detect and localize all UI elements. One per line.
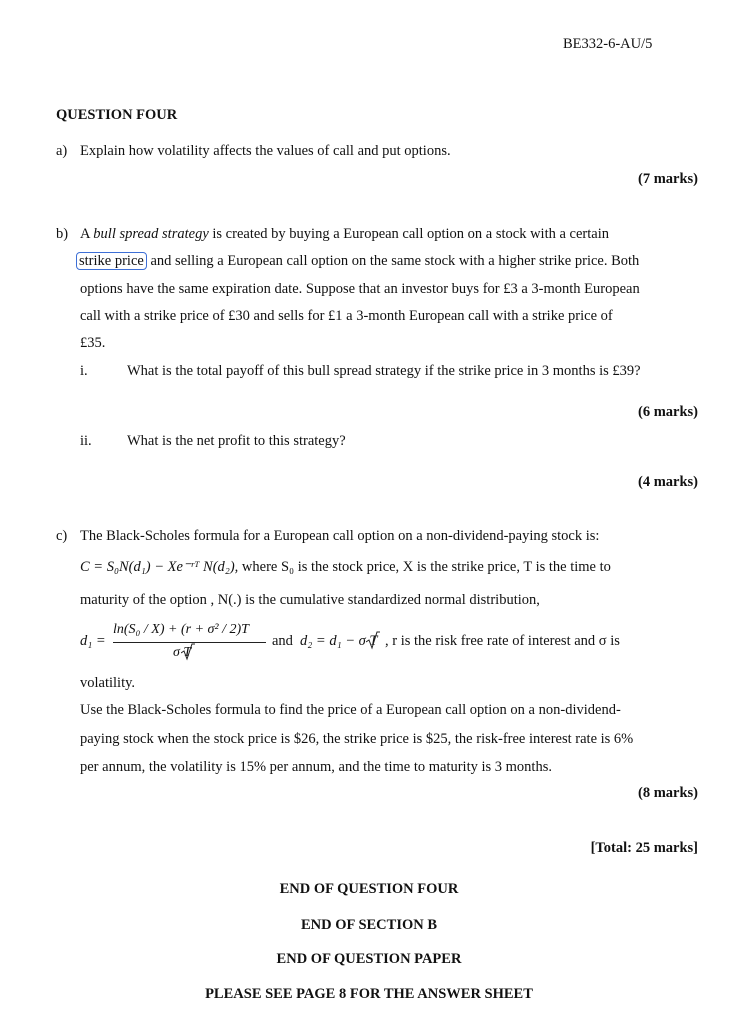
d1-denominator: σ T — [173, 645, 192, 660]
end-of-section: END OF SECTION B — [300, 917, 438, 933]
part-b-ii-label: ii. — [80, 433, 92, 449]
total-marks: [Total: 25 marks] — [590, 840, 698, 856]
end-of-paper: END OF QUESTION PAPER — [276, 951, 462, 967]
part-b-line1: A bull spread strategy is created by buying a European call option on a stock with a certain — [80, 226, 609, 242]
sqrt-symbol-2 — [366, 630, 380, 650]
part-c-line4: , r is the risk free rate of interest and σ is — [385, 633, 620, 649]
part-c-line7: paying stock when the stock price is $26, the strike price is $25, the risk-free interest rate is 6% — [80, 731, 634, 747]
part-c-line6: Use the Black-Scholes formula to find the price of a European call option on a non-dividend- — [80, 702, 621, 718]
paper-code: BE332-6-AU/5 — [563, 36, 653, 52]
bull-spread-term: bull spread strategy — [93, 226, 209, 242]
part-b-line4: call with a strike price of £30 and sells for £1 a 3-month European call with a strike price of — [80, 308, 613, 324]
part-b-ii-text: What is the net profit to this strategy? — [127, 433, 346, 449]
part-c-line3: maturity of the option , N(.) is the cumulative standardized normal distribution, — [80, 592, 540, 608]
part-b-i-label: i. — [80, 363, 88, 379]
part-c-label: c) — [56, 528, 68, 544]
part-c-line5: volatility. — [80, 675, 136, 691]
part-b-i-marks: (6 marks) — [637, 404, 698, 420]
part-b-line2: strike price and selling a European call option on the same stock with a higher strike price. Both — [80, 253, 639, 270]
part-a-marks: (7 marks) — [637, 171, 698, 187]
part-b-line3: options have the same expiration date. Suppose that an investor buys for £3 a 3-month European — [80, 281, 640, 297]
part-c-line1: The Black-Scholes formula for a European call option on a non-dividend-paying stock is: — [80, 528, 600, 544]
part-c-line2: C = S₀N(d₁) − Xe⁻ʳᵀ N(d₂), where S₀ is the stock price, X is the strike price, T is the time to — [80, 559, 611, 575]
d1-numerator: ln(S₀ / X) + (r + σ² / 2)T — [113, 622, 249, 637]
question-title: QUESTION FOUR — [56, 107, 178, 123]
part-c-line8: per annum, the volatility is 15% per annum, and the time to maturity is 3 months. — [80, 759, 552, 775]
d1-lhs: d₁ = — [80, 633, 106, 649]
black-scholes-formula: C = S₀N(d₁) − Xe⁻ʳᵀ N(d₂), — [80, 559, 239, 575]
part-b-label: b) — [56, 226, 69, 242]
part-b-i-text: What is the total payoff of this bull spread strategy if the strike price in 3 months is £39? — [127, 363, 641, 379]
part-c-marks: (8 marks) — [637, 785, 698, 801]
part-a-text: Explain how volatility affects the values of call and put options. — [80, 143, 451, 159]
part-b-line5: £35. — [80, 335, 106, 351]
d2-formula: d₂ = d₁ − σ T — [300, 633, 378, 649]
strike-price-highlight[interactable]: strike price — [76, 252, 147, 270]
answer-sheet-note: PLEASE SEE PAGE 8 FOR THE ANSWER SHEET — [205, 986, 533, 1002]
part-b-ii-marks: (4 marks) — [637, 474, 698, 490]
end-of-question: END OF QUESTION FOUR — [279, 881, 459, 897]
part-a-label: a) — [56, 143, 68, 159]
d2-and: and — [272, 633, 293, 649]
sqrt-symbol-1 — [181, 643, 195, 661]
